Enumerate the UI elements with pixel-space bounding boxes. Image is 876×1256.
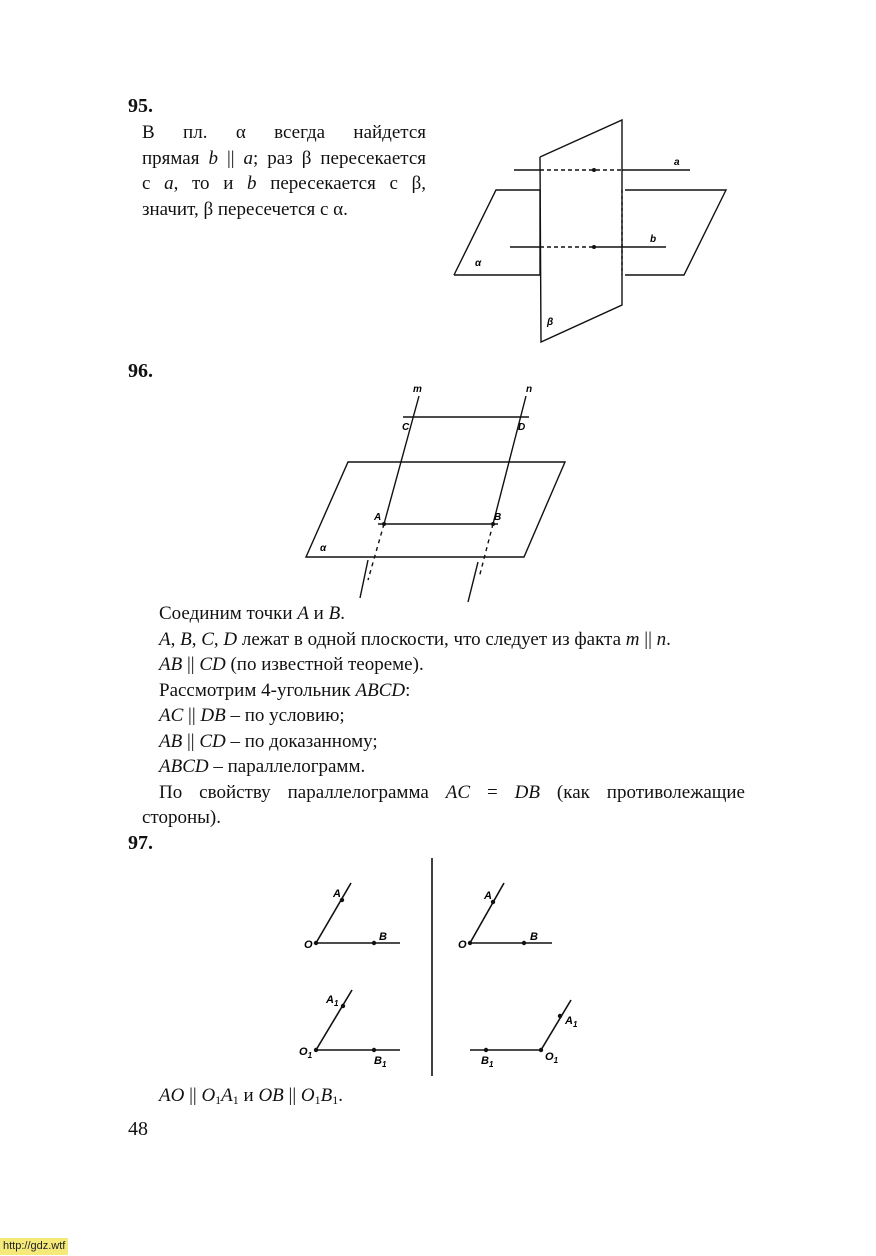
problem-96-line-5: AC || DB – по условию; bbox=[159, 705, 345, 726]
problem-95-number: 95. bbox=[128, 95, 153, 117]
label-m: m bbox=[413, 384, 422, 395]
label-a-tr: A bbox=[484, 890, 492, 902]
problem-95-line-4: значит, β пересечется с α. bbox=[142, 198, 348, 220]
problem-95-line-3: с a, то и b пересекается с β, bbox=[142, 173, 426, 194]
label-b1-br: $B_1$ bbox=[481, 1055, 494, 1069]
label-a1-br: $A_1$ bbox=[565, 1015, 578, 1029]
problem-96-line-1: Соединим точки A и B. bbox=[159, 603, 345, 624]
label-b-96: B bbox=[494, 512, 502, 523]
source-link[interactable]: http://gdz.wtf bbox=[0, 1238, 68, 1255]
problem-96-line-3: AB || CD (по известной теореме). bbox=[159, 654, 424, 675]
label-o1-br: $O_1$ bbox=[545, 1051, 559, 1065]
label-n: n bbox=[526, 384, 533, 395]
problem-96-line-9: стороны). bbox=[142, 807, 221, 828]
problem-96-line-2: A, B, C, D лежат в одной плоскости, что следует из факта m || n. bbox=[159, 628, 671, 650]
label-b: b bbox=[650, 234, 657, 245]
problem-96-line-7: ABCD – параллелограмм. bbox=[159, 756, 366, 777]
label-o-tr: O bbox=[458, 939, 467, 951]
label-b-tl: B bbox=[379, 931, 387, 943]
problem-97-number: 97. bbox=[128, 832, 153, 854]
label-c: C bbox=[402, 422, 410, 433]
problem-96-line-4: Рассмотрим 4-угольник ABCD: bbox=[159, 679, 411, 701]
label-alpha: α bbox=[475, 258, 482, 269]
label-alpha-96: α bbox=[320, 543, 327, 554]
label-a1-bl: $A_1$ bbox=[326, 994, 339, 1008]
label-b-tr: B bbox=[530, 931, 538, 943]
label-a-96: A bbox=[374, 512, 382, 523]
page-number: 48 bbox=[128, 1118, 148, 1140]
label-beta: β bbox=[547, 317, 554, 328]
problem-95-line-1: В пл. α всегда найдется bbox=[142, 122, 426, 143]
problem-97-conclusion: AO || $O_1A_1$ и OB || $O_1B_1$. bbox=[159, 1085, 343, 1107]
label-d: D bbox=[518, 422, 526, 433]
problem-96-line-8: По свойству параллелограмма AC = DB (как противолежащие bbox=[159, 781, 745, 803]
problem-95-line-2: прямая b || a; раз β пересекается bbox=[142, 147, 426, 169]
label-o-tl: O bbox=[304, 939, 313, 951]
label-b1-bl: $B_1$ bbox=[374, 1055, 387, 1069]
problem-96-line-6: AB || CD – по доказанному; bbox=[159, 730, 378, 752]
label-a-tl: A bbox=[333, 888, 341, 900]
problem-96-number: 96. bbox=[128, 360, 153, 382]
label-a: a bbox=[674, 157, 680, 168]
label-o1-bl: $O_1$ bbox=[299, 1046, 313, 1060]
